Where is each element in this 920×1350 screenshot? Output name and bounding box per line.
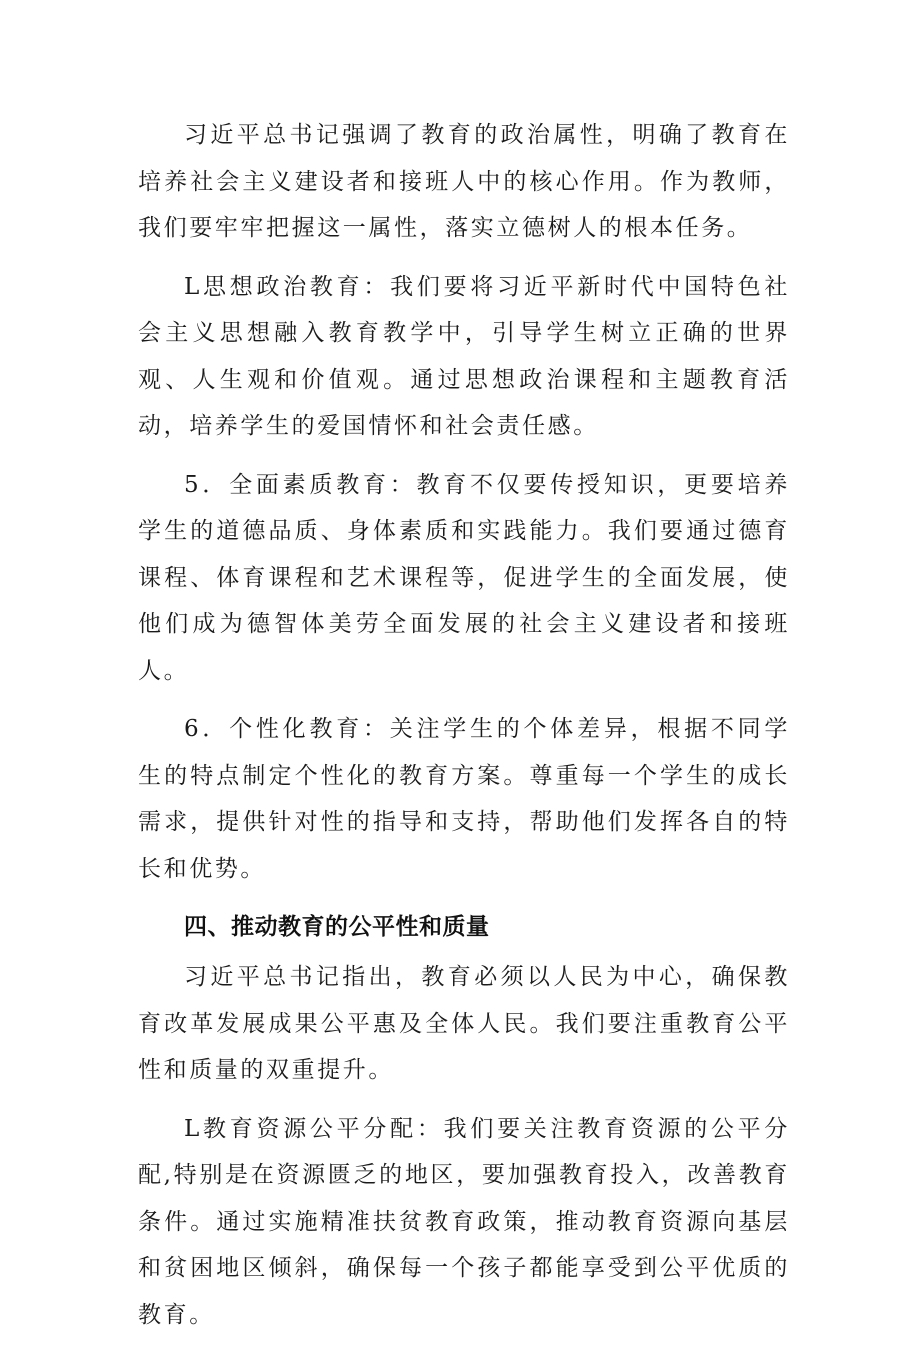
- paragraph-personalized-education: 6．个性化教育：关注学生的个体差异，根据不同学生的特点制定个性化的教育方案。尊重每一个学生的成长需求，提供针对性的指导和支持，帮助他们发挥各自的特长和优势。: [138, 716, 790, 882]
- paragraph-comprehensive-quality-education: 5．全面素质教育：教育不仅要传授知识，更要培养学生的道德品质、身体素质和实践能力。我们要通过德育课程、体育课程和艺术课程等，促进学生的全面发展，使他们成为德智体美劳全面发展的社会主义建设者和接班人。: [138, 471, 790, 684]
- paragraph-ideological-education: L思想政治教育：我们要将习近平新时代中国特色社会主义思想融入教育教学中，引导学生树立正确的世界观、人生观和价值观。通过思想政治课程和主题教育活动，培养学生的爱国情怀和社会责任感。: [138, 273, 790, 439]
- section-heading: 四、推动教育的公平性和质量: [184, 914, 490, 940]
- paragraph-resource-allocation: L教育资源公平分配：我们要关注教育资源的公平分配,特别是在资源匮乏的地区，要加强教育投入，改善教育条件。通过实施精准扶贫教育政策，推动教育资源向基层和贫困地区倾斜，确保每一个孩子都能享受到公平优质的教育。: [138, 1115, 790, 1328]
- paragraph-people-centered: 习近平总书记指出，教育必须以人民为中心，确保教育改革发展成果公平惠及全体人民。我们要注重教育公平性和质量的双重提升。: [138, 964, 790, 1083]
- paragraph-political-attribute: 习近平总书记强调了教育的政治属性，明确了教育在培养社会主义建设者和接班人中的核心作用。作为教师，我们要牢牢把握这一属性，落实立德树人的根本任务。: [138, 122, 790, 241]
- document-page: [138, 112, 790, 1350]
